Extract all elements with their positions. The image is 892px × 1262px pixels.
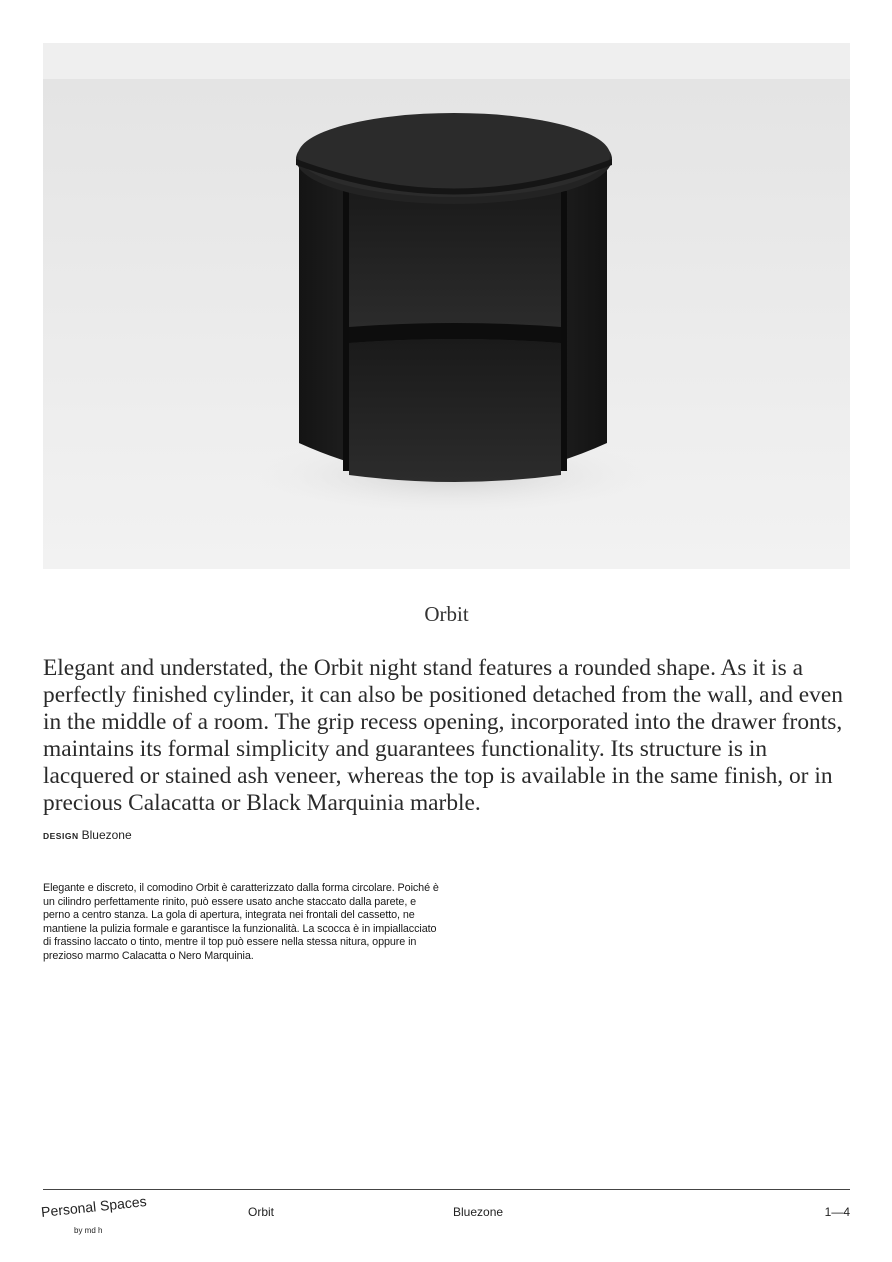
footer-divider <box>43 1189 850 1190</box>
designer-name: Bluezone <box>81 828 132 842</box>
footer-product: Orbit <box>248 1205 275 1219</box>
design-credit <box>43 828 132 842</box>
night-stand-illustration <box>43 43 850 569</box>
brand-logo <box>40 1193 152 1242</box>
product-photo <box>43 43 850 569</box>
product-title: Orbit <box>424 602 469 626</box>
design-label: DESIGN <box>43 831 79 841</box>
brand-logo-main: Personal Spaces <box>40 1193 148 1220</box>
footer-designer: Bluezone <box>453 1205 504 1219</box>
brand-logo-sub: by md h <box>74 1226 103 1235</box>
description-italian: Elegante e discreto, il comodino Orbit è caratterizzato dalla forma circolare. Poiché è un cilindro perfettamente rinito, può essere usato anche staccato dalla parete, e perno a centro stanza. La gola di apertura, integrata nei frontali del cassetto, ne mantiene la pulizia formale e garantisce la funzionalità. La scocca è in impiallacciato di frassino laccato o tinto, mentre il top può essere nella stessa nitura, oppure in prezioso marmo Calacatta o Nero Marquinia. <box>43 882 439 962</box>
description-english: Elegant and understated, the Orbit night stand features a rounded shape. As it is a perfectly finished cylinder, it can also be positioned detached from the wall, and even in the middle of a room. The grip recess opening, incorporated into the drawer fronts, maintains its formal simplicity and guarantees functionality. Its structure is in lacquered or stained ash veneer, whereas the top is available in the same finish, or in precious Calacatta or Black Marquinia marble. <box>43 655 843 816</box>
page-number: 1—4 <box>824 1205 850 1219</box>
